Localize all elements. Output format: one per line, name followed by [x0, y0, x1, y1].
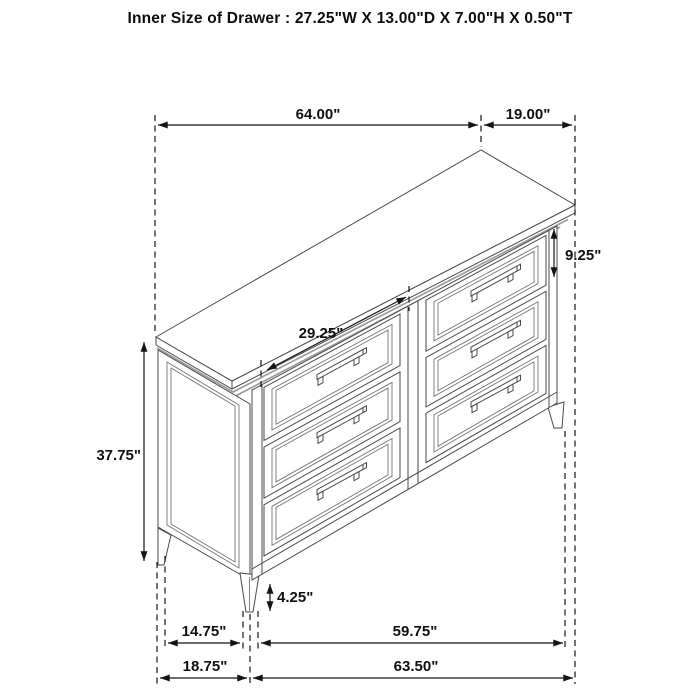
dim-drawer-face-width-label: 29.25"	[298, 325, 344, 342]
dim-top-drawer-height	[554, 229, 601, 277]
dim-side-overall-label: 18.75"	[182, 658, 228, 675]
page-title: Inner Size of Drawer : 27.25"W X 13.00"D X 7.00"H X 0.50"T	[127, 10, 573, 27]
dim-top-width-label: 64.00"	[295, 106, 341, 123]
dim-side-leg-spacing	[165, 556, 243, 649]
dim-overall-height	[96, 342, 144, 561]
dim-leg-height-label: 4.25"	[277, 589, 314, 606]
dim-leg-height	[270, 584, 313, 611]
dim-side-leg-spacing-label: 14.75"	[181, 623, 227, 640]
dim-overall-height-label: 37.75"	[96, 447, 141, 464]
dim-front-leg-spacing-label: 59.75"	[392, 623, 438, 640]
dresser-line-art	[156, 150, 575, 612]
dim-front-overall	[253, 658, 573, 678]
dim-top-drawer-height-label: 9.25"	[565, 247, 602, 264]
dim-front-overall-label: 63.50"	[393, 658, 439, 675]
dim-top-depth-label: 19.00"	[505, 106, 551, 123]
